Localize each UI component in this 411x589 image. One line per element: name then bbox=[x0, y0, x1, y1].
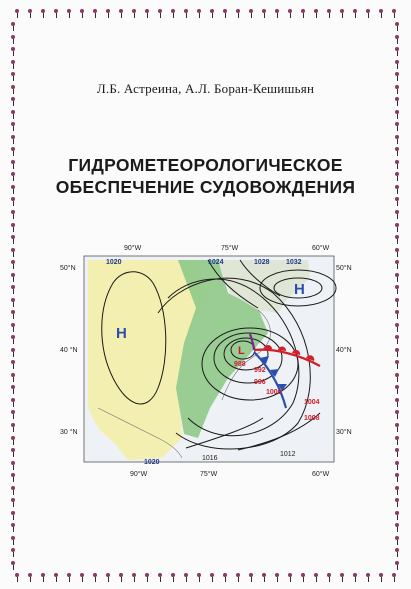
border-ornament bbox=[394, 285, 400, 294]
border-ornament bbox=[394, 197, 400, 206]
border-ornament bbox=[10, 511, 16, 520]
border-ornament bbox=[10, 285, 16, 294]
border-ornament bbox=[10, 398, 16, 407]
border-ornament bbox=[394, 335, 400, 344]
border-ornament bbox=[209, 9, 215, 18]
border-ornament bbox=[10, 360, 16, 369]
border-ornament bbox=[313, 573, 319, 582]
border-ornament bbox=[10, 536, 16, 545]
border-ornament bbox=[10, 473, 16, 482]
border-ornament bbox=[394, 461, 400, 470]
border-ornament bbox=[394, 511, 400, 520]
border-ornament bbox=[10, 548, 16, 557]
border-ornament bbox=[10, 235, 16, 244]
border-ornament bbox=[10, 335, 16, 344]
border-ornament bbox=[326, 9, 332, 18]
low-label: L bbox=[238, 345, 245, 357]
lat-right-40n: 40°N bbox=[336, 347, 352, 354]
border-ornament bbox=[10, 197, 16, 206]
lon-top-90w: 90°W bbox=[124, 245, 142, 252]
isobar-label-1024: 1024 bbox=[208, 259, 224, 266]
top-border-ornament bbox=[14, 7, 397, 19]
border-ornament bbox=[394, 310, 400, 319]
border-ornament bbox=[53, 573, 59, 582]
isobar-label-992: 992 bbox=[254, 367, 266, 374]
border-ornament bbox=[10, 348, 16, 357]
border-ornament bbox=[79, 573, 85, 582]
bottom-border-ornament bbox=[14, 571, 397, 583]
border-ornament bbox=[10, 448, 16, 457]
border-ornament bbox=[300, 573, 306, 582]
border-ornament bbox=[10, 410, 16, 419]
border-ornament bbox=[14, 573, 20, 582]
border-ornament bbox=[222, 573, 228, 582]
border-ornament bbox=[183, 573, 189, 582]
lat-right-30n: 30°N bbox=[336, 429, 352, 436]
book-title bbox=[0, 154, 411, 198]
border-ornament bbox=[394, 35, 400, 44]
border-ornament bbox=[261, 9, 267, 18]
border-ornament bbox=[365, 9, 371, 18]
border-ornament bbox=[394, 248, 400, 257]
border-ornament bbox=[394, 22, 400, 31]
border-ornament bbox=[10, 47, 16, 56]
isobar-label-1004: 1004 bbox=[304, 399, 320, 406]
border-ornament bbox=[10, 248, 16, 257]
border-ornament bbox=[10, 385, 16, 394]
border-ornament bbox=[10, 561, 16, 570]
title-line-2: ОБЕСПЕЧЕНИЕ СУДОВОЖДЕНИЯ bbox=[55, 177, 356, 197]
border-ornament bbox=[170, 9, 176, 18]
border-ornament bbox=[394, 348, 400, 357]
border-ornament bbox=[144, 573, 150, 582]
border-ornament bbox=[92, 9, 98, 18]
lat-left-30n: 30 °N bbox=[60, 429, 78, 436]
border-ornament bbox=[79, 9, 85, 18]
border-ornament bbox=[287, 9, 293, 18]
border-ornament bbox=[10, 298, 16, 307]
isobar-label-1032: 1032 bbox=[286, 259, 302, 266]
border-ornament bbox=[394, 223, 400, 232]
border-ornament bbox=[394, 398, 400, 407]
border-ornament bbox=[394, 373, 400, 382]
border-ornament bbox=[248, 573, 254, 582]
border-ornament bbox=[10, 122, 16, 131]
border-ornament bbox=[274, 9, 280, 18]
lon-bottom-90w: 90°W bbox=[130, 471, 148, 478]
border-ornament bbox=[394, 423, 400, 432]
border-ornament bbox=[10, 35, 16, 44]
border-ornament bbox=[118, 9, 124, 18]
isobar-label-1028: 1028 bbox=[254, 259, 270, 266]
border-ornament bbox=[394, 72, 400, 81]
border-ornament bbox=[326, 573, 332, 582]
border-ornament bbox=[248, 9, 254, 18]
border-ornament bbox=[352, 573, 358, 582]
border-ornament bbox=[10, 310, 16, 319]
title-line-1: ГИДРОМЕТЕОРОЛОГИЧЕСКОЕ bbox=[68, 155, 343, 175]
lat-left-40n: 40 °N bbox=[60, 347, 78, 354]
border-ornament bbox=[274, 573, 280, 582]
border-ornament bbox=[157, 9, 163, 18]
border-ornament bbox=[14, 9, 20, 18]
border-ornament bbox=[394, 360, 400, 369]
border-ornament bbox=[394, 410, 400, 419]
high-right-label: H bbox=[294, 281, 305, 298]
border-ornament bbox=[10, 60, 16, 69]
border-ornament bbox=[27, 9, 33, 18]
border-ornament bbox=[222, 9, 228, 18]
border-ornament bbox=[394, 122, 400, 131]
isobar-label-996: 996 bbox=[254, 379, 266, 386]
border-ornament bbox=[27, 573, 33, 582]
lon-top-60w: 60°W bbox=[312, 245, 330, 252]
isobar-label-1008: 1008 bbox=[304, 415, 320, 422]
border-ornament bbox=[394, 436, 400, 445]
border-ornament bbox=[365, 573, 371, 582]
border-ornament bbox=[394, 110, 400, 119]
border-ornament bbox=[10, 260, 16, 269]
border-ornament bbox=[196, 573, 202, 582]
border-ornament bbox=[394, 60, 400, 69]
border-ornament bbox=[10, 22, 16, 31]
left-border-ornament bbox=[7, 22, 19, 570]
right-border-ornament bbox=[391, 22, 403, 570]
border-ornament bbox=[394, 536, 400, 545]
border-ornament bbox=[10, 135, 16, 144]
border-ornament bbox=[131, 573, 137, 582]
border-ornament bbox=[209, 573, 215, 582]
isobar-label-1020-top: 1020 bbox=[106, 259, 122, 266]
border-ornament bbox=[170, 573, 176, 582]
border-ornament bbox=[378, 9, 384, 18]
border-ornament bbox=[394, 260, 400, 269]
border-ornament bbox=[394, 473, 400, 482]
border-ornament bbox=[394, 523, 400, 532]
border-ornament bbox=[10, 436, 16, 445]
border-ornament bbox=[92, 573, 98, 582]
border-ornament bbox=[10, 110, 16, 119]
border-ornament bbox=[394, 448, 400, 457]
border-ornament bbox=[378, 573, 384, 582]
lon-bottom-60w: 60°W bbox=[312, 471, 330, 478]
border-ornament bbox=[339, 573, 345, 582]
border-ornament bbox=[131, 9, 137, 18]
lat-right-50n: 50°N bbox=[336, 265, 352, 272]
border-ornament bbox=[391, 573, 397, 582]
lon-bottom-75w: 75°W bbox=[200, 471, 218, 478]
weather-map-svg bbox=[58, 238, 358, 484]
isobar-label-1000: 1000 bbox=[266, 389, 282, 396]
border-ornament bbox=[235, 9, 241, 18]
border-ornament bbox=[394, 385, 400, 394]
border-ornament bbox=[10, 323, 16, 332]
isobar-label-1020-bottom: 1020 bbox=[144, 459, 160, 466]
border-ornament bbox=[40, 573, 46, 582]
border-ornament bbox=[394, 97, 400, 106]
border-ornament bbox=[10, 523, 16, 532]
isobar-label-988: 988 bbox=[234, 361, 246, 368]
border-ornament bbox=[394, 47, 400, 56]
lon-top-75w: 75°W bbox=[221, 245, 239, 252]
border-ornament bbox=[40, 9, 46, 18]
border-ornament bbox=[10, 210, 16, 219]
border-ornament bbox=[10, 273, 16, 282]
border-ornament bbox=[300, 9, 306, 18]
border-ornament bbox=[287, 573, 293, 582]
border-ornament bbox=[391, 9, 397, 18]
border-ornament bbox=[66, 9, 72, 18]
high-left-label: H bbox=[116, 325, 127, 342]
border-ornament bbox=[10, 223, 16, 232]
border-ornament bbox=[10, 373, 16, 382]
border-ornament bbox=[394, 298, 400, 307]
border-ornament bbox=[53, 9, 59, 18]
border-ornament bbox=[10, 498, 16, 507]
border-ornament bbox=[235, 573, 241, 582]
lat-left-50n: 50°N bbox=[60, 265, 76, 272]
border-ornament bbox=[66, 573, 72, 582]
border-ornament bbox=[394, 486, 400, 495]
border-ornament bbox=[10, 97, 16, 106]
border-ornament bbox=[394, 135, 400, 144]
border-ornament bbox=[118, 573, 124, 582]
border-ornament bbox=[394, 548, 400, 557]
border-ornament bbox=[261, 573, 267, 582]
border-ornament bbox=[10, 461, 16, 470]
border-ornament bbox=[394, 323, 400, 332]
border-ornament bbox=[105, 9, 111, 18]
border-ornament bbox=[394, 561, 400, 570]
isobar-label-1016: 1016 bbox=[202, 455, 218, 462]
border-ornament bbox=[10, 423, 16, 432]
border-ornament bbox=[10, 486, 16, 495]
isobar-label-1012: 1012 bbox=[280, 451, 296, 458]
border-ornament bbox=[394, 210, 400, 219]
border-ornament bbox=[339, 9, 345, 18]
border-ornament bbox=[144, 9, 150, 18]
border-ornament bbox=[10, 72, 16, 81]
border-ornament bbox=[394, 235, 400, 244]
border-ornament bbox=[394, 273, 400, 282]
weather-map bbox=[58, 238, 358, 484]
border-ornament bbox=[352, 9, 358, 18]
border-ornament bbox=[196, 9, 202, 18]
border-ornament bbox=[394, 498, 400, 507]
border-ornament bbox=[313, 9, 319, 18]
border-ornament bbox=[157, 573, 163, 582]
border-ornament bbox=[183, 9, 189, 18]
authors: Л.Б. Астреина, А.Л. Боран-Кешишьян bbox=[96, 81, 315, 96]
border-ornament bbox=[105, 573, 111, 582]
